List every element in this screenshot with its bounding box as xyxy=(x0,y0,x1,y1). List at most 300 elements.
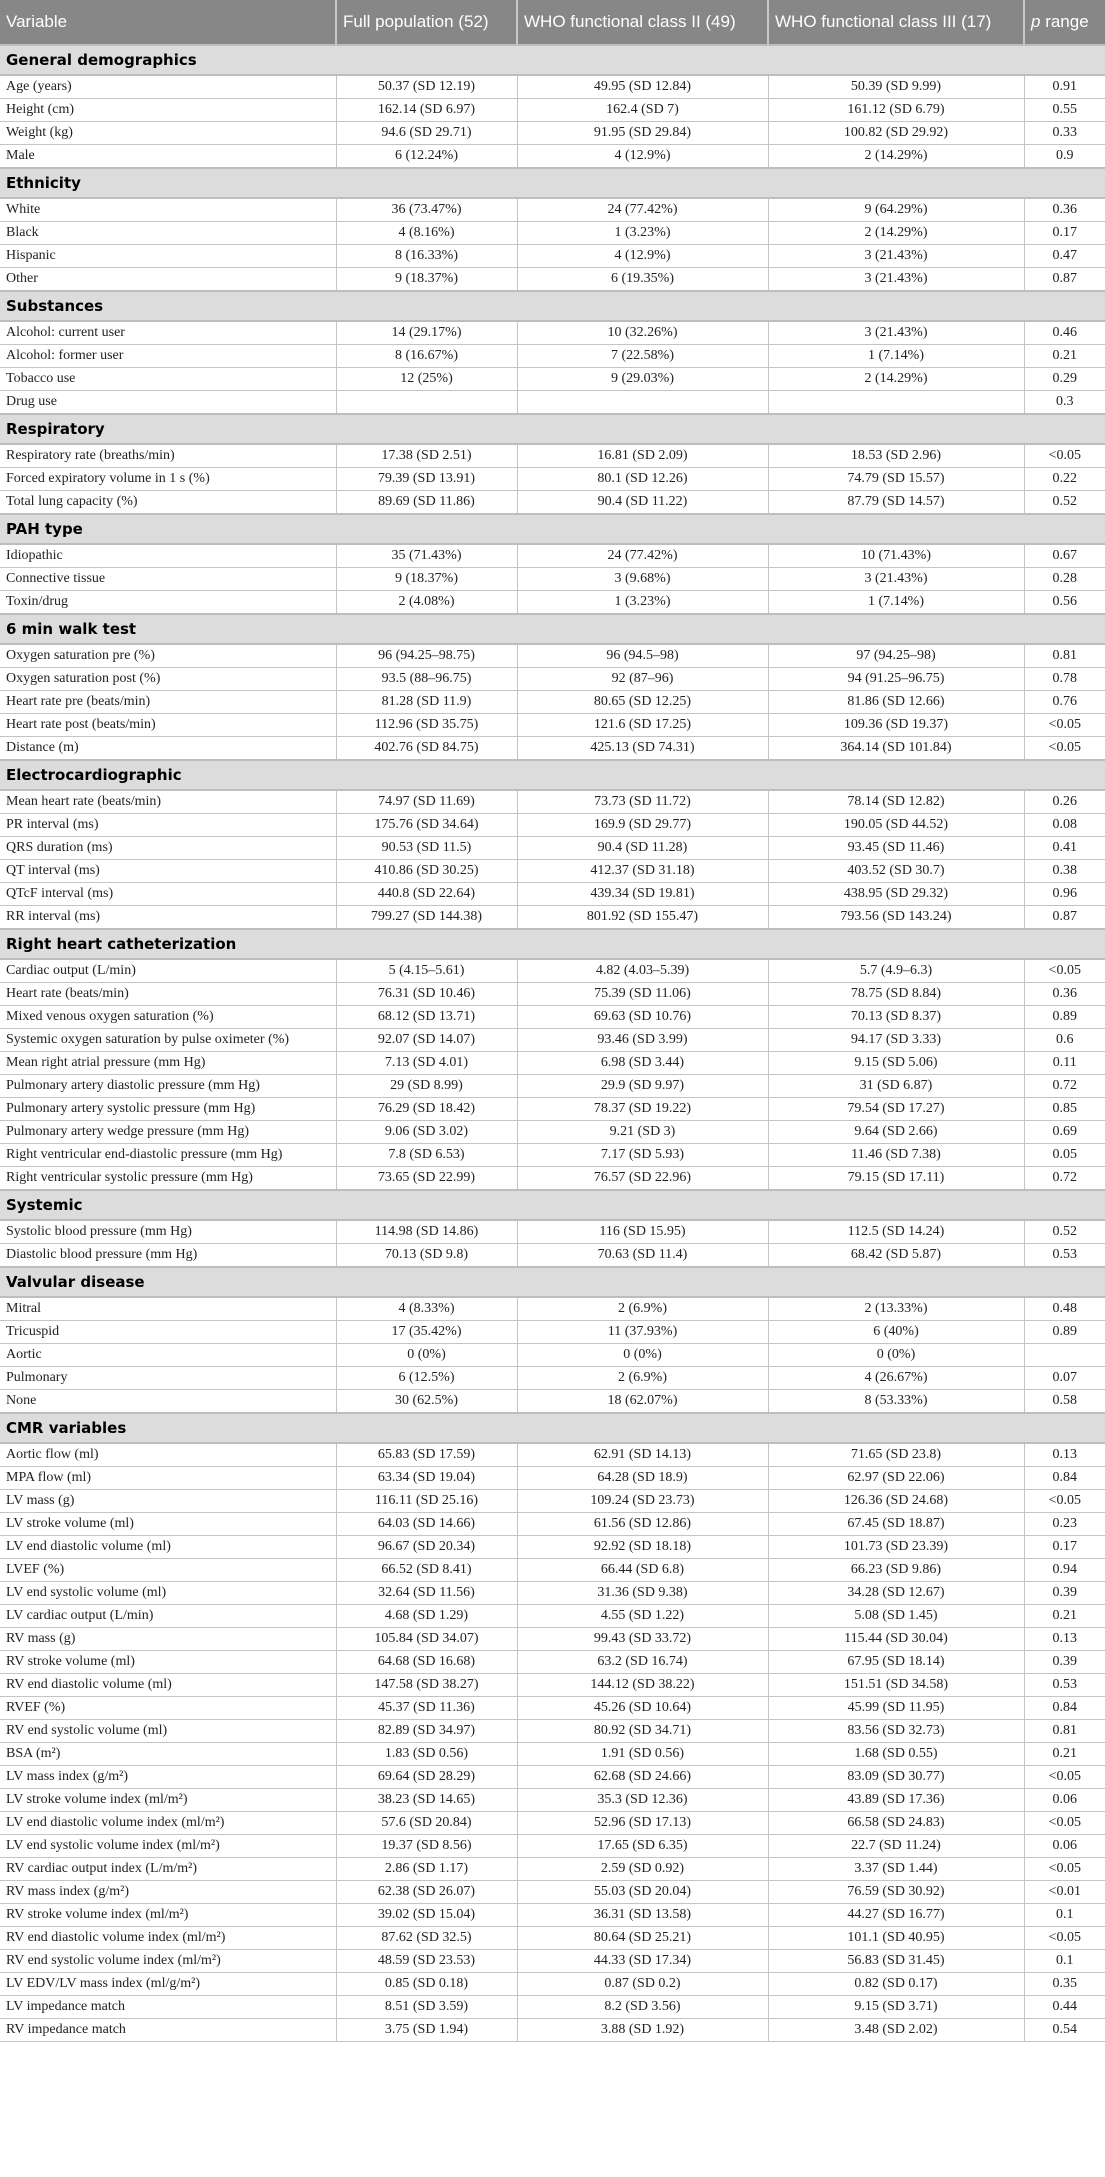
full-population-cell: 0 (0%) xyxy=(336,1344,517,1367)
who-class-iii-cell: 50.39 (SD 9.99) xyxy=(768,75,1024,99)
table-row xyxy=(0,1582,1105,1605)
who-class-ii-cell: 90.4 (SD 11.28) xyxy=(517,837,768,860)
who-class-ii-cell: 9 (29.03%) xyxy=(517,368,768,391)
section-header-row xyxy=(0,614,1105,644)
section-header-row xyxy=(0,929,1105,959)
variable-cell: LV end diastolic volume index (ml/m²) xyxy=(0,1812,336,1835)
p-value-cell: 0.33 xyxy=(1024,122,1105,145)
variable-cell: RV end diastolic volume index (ml/m²) xyxy=(0,1927,336,1950)
full-population-cell xyxy=(336,391,517,415)
who-class-iii-cell: 67.45 (SD 18.87) xyxy=(768,1513,1024,1536)
p-value-cell: 0.41 xyxy=(1024,837,1105,860)
section-title: Respiratory xyxy=(0,414,1105,444)
who-class-ii-cell: 93.46 (SD 3.99) xyxy=(517,1029,768,1052)
who-class-ii-cell: 162.4 (SD 7) xyxy=(517,99,768,122)
table-row xyxy=(0,1006,1105,1029)
who-class-ii-cell: 62.91 (SD 14.13) xyxy=(517,1443,768,1467)
who-class-iii-cell: 94 (91.25–96.75) xyxy=(768,668,1024,691)
full-population-cell: 68.12 (SD 13.71) xyxy=(336,1006,517,1029)
who-class-ii-cell: 52.96 (SD 17.13) xyxy=(517,1812,768,1835)
who-class-ii-cell: 121.6 (SD 17.25) xyxy=(517,714,768,737)
who-class-iii-cell: 5.7 (4.9–6.3) xyxy=(768,959,1024,983)
who-class-iii-cell: 793.56 (SD 143.24) xyxy=(768,906,1024,930)
who-class-iii-cell: 62.97 (SD 22.06) xyxy=(768,1467,1024,1490)
table-row xyxy=(0,1098,1105,1121)
full-population-cell: 65.83 (SD 17.59) xyxy=(336,1443,517,1467)
table-row xyxy=(0,1835,1105,1858)
section-title: 6 min walk test xyxy=(0,614,1105,644)
variable-cell: RR interval (ms) xyxy=(0,906,336,930)
variable-cell: White xyxy=(0,198,336,222)
variable-cell: Alcohol: former user xyxy=(0,345,336,368)
who-class-iii-cell: 3 (21.43%) xyxy=(768,568,1024,591)
table-row xyxy=(0,1144,1105,1167)
section-header-row xyxy=(0,1267,1105,1297)
table-row xyxy=(0,1881,1105,1904)
who-class-ii-cell: 439.34 (SD 19.81) xyxy=(517,883,768,906)
full-population-cell: 63.34 (SD 19.04) xyxy=(336,1467,517,1490)
table-row xyxy=(0,959,1105,983)
table-row xyxy=(0,983,1105,1006)
p-value-cell: 0.91 xyxy=(1024,75,1105,99)
variable-cell: Total lung capacity (%) xyxy=(0,491,336,515)
section-title: Electrocardiographic xyxy=(0,760,1105,790)
header-p: p xyxy=(1031,12,1041,31)
table-row xyxy=(0,245,1105,268)
who-class-iii-cell: 9.15 (SD 3.71) xyxy=(768,1996,1024,2019)
variable-cell: Mixed venous oxygen saturation (%) xyxy=(0,1006,336,1029)
variable-cell: LV cardiac output (L/min) xyxy=(0,1605,336,1628)
variable-cell: QT interval (ms) xyxy=(0,860,336,883)
who-class-iii-cell: 3 (21.43%) xyxy=(768,245,1024,268)
full-population-cell: 402.76 (SD 84.75) xyxy=(336,737,517,761)
variable-cell: Mean heart rate (beats/min) xyxy=(0,790,336,814)
variable-cell: Tricuspid xyxy=(0,1321,336,1344)
who-class-iii-cell: 78.14 (SD 12.82) xyxy=(768,790,1024,814)
who-class-ii-cell: 1 (3.23%) xyxy=(517,591,768,615)
table-row xyxy=(0,1297,1105,1321)
table-row xyxy=(0,714,1105,737)
variable-cell: LV end diastolic volume (ml) xyxy=(0,1536,336,1559)
p-value-cell: 0.67 xyxy=(1024,544,1105,568)
p-value-cell: <0.05 xyxy=(1024,444,1105,468)
who-class-ii-cell: 6.98 (SD 3.44) xyxy=(517,1052,768,1075)
who-class-ii-cell: 91.95 (SD 29.84) xyxy=(517,122,768,145)
full-population-cell: 64.03 (SD 14.66) xyxy=(336,1513,517,1536)
full-population-cell: 162.14 (SD 6.97) xyxy=(336,99,517,122)
who-class-ii-cell: 4.82 (4.03–5.39) xyxy=(517,959,768,983)
p-value-cell: 0.3 xyxy=(1024,391,1105,415)
who-class-iii-cell: 3 (21.43%) xyxy=(768,268,1024,292)
who-class-iii-cell: 78.75 (SD 8.84) xyxy=(768,983,1024,1006)
full-population-cell: 3.75 (SD 1.94) xyxy=(336,2019,517,2042)
table-row xyxy=(0,737,1105,761)
variable-cell: Pulmonary artery wedge pressure (mm Hg) xyxy=(0,1121,336,1144)
who-class-ii-cell: 1 (3.23%) xyxy=(517,222,768,245)
p-value-cell: <0.05 xyxy=(1024,1927,1105,1950)
who-class-ii-cell: 66.44 (SD 6.8) xyxy=(517,1559,768,1582)
who-class-ii-cell: 49.95 (SD 12.84) xyxy=(517,75,768,99)
full-population-cell: 74.97 (SD 11.69) xyxy=(336,790,517,814)
full-population-cell: 73.65 (SD 22.99) xyxy=(336,1167,517,1191)
variable-cell: Drug use xyxy=(0,391,336,415)
who-class-iii-cell: 83.56 (SD 32.73) xyxy=(768,1720,1024,1743)
table-row xyxy=(0,1766,1105,1789)
who-class-iii-cell: 68.42 (SD 5.87) xyxy=(768,1244,1024,1268)
full-population-cell: 66.52 (SD 8.41) xyxy=(336,1559,517,1582)
table-row xyxy=(0,1720,1105,1743)
who-class-ii-cell: 16.81 (SD 2.09) xyxy=(517,444,768,468)
who-class-ii-cell: 44.33 (SD 17.34) xyxy=(517,1950,768,1973)
who-class-ii-cell: 24 (77.42%) xyxy=(517,198,768,222)
variable-cell: RVEF (%) xyxy=(0,1697,336,1720)
full-population-cell: 62.38 (SD 26.07) xyxy=(336,1881,517,1904)
variable-cell: LV mass index (g/m²) xyxy=(0,1766,336,1789)
who-class-ii-cell: 4.55 (SD 1.22) xyxy=(517,1605,768,1628)
table-row xyxy=(0,444,1105,468)
variable-cell: Systolic blood pressure (mm Hg) xyxy=(0,1220,336,1244)
who-class-iii-cell: 3 (21.43%) xyxy=(768,321,1024,345)
who-class-iii-cell: 18.53 (SD 2.96) xyxy=(768,444,1024,468)
who-class-ii-cell: 70.63 (SD 11.4) xyxy=(517,1244,768,1268)
full-population-cell: 76.29 (SD 18.42) xyxy=(336,1098,517,1121)
variable-cell: Pulmonary artery systolic pressure (mm Hg) xyxy=(0,1098,336,1121)
who-class-ii-cell: 17.65 (SD 6.35) xyxy=(517,1835,768,1858)
full-population-cell: 45.37 (SD 11.36) xyxy=(336,1697,517,1720)
who-class-iii-cell: 5.08 (SD 1.45) xyxy=(768,1605,1024,1628)
table-row xyxy=(0,1904,1105,1927)
p-value-cell: 0.81 xyxy=(1024,644,1105,668)
table-row xyxy=(0,860,1105,883)
p-value-cell: <0.05 xyxy=(1024,1812,1105,1835)
who-class-ii-cell: 80.65 (SD 12.25) xyxy=(517,691,768,714)
full-population-cell: 112.96 (SD 35.75) xyxy=(336,714,517,737)
table-row xyxy=(0,1321,1105,1344)
p-value-cell: 0.53 xyxy=(1024,1674,1105,1697)
who-class-ii-cell: 31.36 (SD 9.38) xyxy=(517,1582,768,1605)
full-population-cell: 69.64 (SD 28.29) xyxy=(336,1766,517,1789)
full-population-cell: 8 (16.33%) xyxy=(336,245,517,268)
p-value-cell: 0.13 xyxy=(1024,1443,1105,1467)
p-value-cell: 0.76 xyxy=(1024,691,1105,714)
p-value-cell: 0.13 xyxy=(1024,1628,1105,1651)
full-population-cell: 8 (16.67%) xyxy=(336,345,517,368)
who-class-iii-cell: 6 (40%) xyxy=(768,1321,1024,1344)
who-class-iii-cell: 2 (14.29%) xyxy=(768,368,1024,391)
who-class-iii-cell: 9 (64.29%) xyxy=(768,198,1024,222)
full-population-cell: 9 (18.37%) xyxy=(336,268,517,292)
who-class-ii-cell: 1.91 (SD 0.56) xyxy=(517,1743,768,1766)
full-population-cell: 93.5 (88–96.75) xyxy=(336,668,517,691)
variable-cell: Mitral xyxy=(0,1297,336,1321)
who-class-iii-cell: 74.79 (SD 15.57) xyxy=(768,468,1024,491)
full-population-cell: 5 (4.15–5.61) xyxy=(336,959,517,983)
p-value-cell: 0.81 xyxy=(1024,1720,1105,1743)
section-title: CMR variables xyxy=(0,1413,1105,1443)
table-row xyxy=(0,1244,1105,1268)
who-class-ii-cell: 2.59 (SD 0.92) xyxy=(517,1858,768,1881)
p-value-cell: 0.21 xyxy=(1024,1605,1105,1628)
p-value-cell: 0.52 xyxy=(1024,1220,1105,1244)
full-population-cell: 94.6 (SD 29.71) xyxy=(336,122,517,145)
p-value-cell: 0.29 xyxy=(1024,368,1105,391)
full-population-cell: 35 (71.43%) xyxy=(336,544,517,568)
full-population-cell: 12 (25%) xyxy=(336,368,517,391)
variable-cell: RV impedance match xyxy=(0,2019,336,2042)
table-row xyxy=(0,837,1105,860)
table-row xyxy=(0,1075,1105,1098)
table-row xyxy=(0,391,1105,415)
table-row xyxy=(0,222,1105,245)
p-value-cell xyxy=(1024,1344,1105,1367)
variable-cell: RV cardiac output index (L/m/m²) xyxy=(0,1858,336,1881)
section-title: PAH type xyxy=(0,514,1105,544)
who-class-ii-cell: 99.43 (SD 33.72) xyxy=(517,1628,768,1651)
variable-cell: Heart rate (beats/min) xyxy=(0,983,336,1006)
who-class-iii-cell: 190.05 (SD 44.52) xyxy=(768,814,1024,837)
who-class-ii-cell: 64.28 (SD 18.9) xyxy=(517,1467,768,1490)
p-value-cell: <0.05 xyxy=(1024,959,1105,983)
p-value-cell: 0.07 xyxy=(1024,1367,1105,1390)
table-body xyxy=(0,45,1105,2042)
table-row xyxy=(0,1490,1105,1513)
who-class-iii-cell: 438.95 (SD 29.32) xyxy=(768,883,1024,906)
who-class-ii-cell: 69.63 (SD 10.76) xyxy=(517,1006,768,1029)
p-value-cell: 0.84 xyxy=(1024,1467,1105,1490)
p-value-cell: 0.87 xyxy=(1024,906,1105,930)
who-class-iii-cell: 2 (14.29%) xyxy=(768,145,1024,169)
table-row xyxy=(0,1973,1105,1996)
variable-cell: Hispanic xyxy=(0,245,336,268)
p-value-cell: 0.05 xyxy=(1024,1144,1105,1167)
full-population-cell: 0.85 (SD 0.18) xyxy=(336,1973,517,1996)
who-class-ii-cell: 92 (87–96) xyxy=(517,668,768,691)
full-population-cell: 17 (35.42%) xyxy=(336,1321,517,1344)
table-row xyxy=(0,1390,1105,1414)
who-class-ii-cell: 55.03 (SD 20.04) xyxy=(517,1881,768,1904)
table-row xyxy=(0,790,1105,814)
section-header-row xyxy=(0,414,1105,444)
full-population-cell: 96 (94.25–98.75) xyxy=(336,644,517,668)
variable-cell: PR interval (ms) xyxy=(0,814,336,837)
table-row xyxy=(0,883,1105,906)
who-class-iii-cell: 2 (13.33%) xyxy=(768,1297,1024,1321)
p-value-cell: <0.05 xyxy=(1024,737,1105,761)
section-title: Substances xyxy=(0,291,1105,321)
table-row xyxy=(0,1605,1105,1628)
who-class-ii-cell: 4 (12.9%) xyxy=(517,145,768,169)
full-population-cell: 76.31 (SD 10.46) xyxy=(336,983,517,1006)
table-row xyxy=(0,591,1105,615)
who-class-iii-cell: 151.51 (SD 34.58) xyxy=(768,1674,1024,1697)
full-population-cell: 440.8 (SD 22.64) xyxy=(336,883,517,906)
p-value-cell: 0.06 xyxy=(1024,1789,1105,1812)
who-class-iii-cell: 44.27 (SD 16.77) xyxy=(768,1904,1024,1927)
full-population-cell: 48.59 (SD 23.53) xyxy=(336,1950,517,1973)
variable-cell: LV EDV/LV mass index (ml/g/m²) xyxy=(0,1973,336,1996)
who-class-ii-cell: 7.17 (SD 5.93) xyxy=(517,1144,768,1167)
variable-cell: RV end systolic volume (ml) xyxy=(0,1720,336,1743)
full-population-cell: 147.58 (SD 38.27) xyxy=(336,1674,517,1697)
table-row xyxy=(0,1743,1105,1766)
who-class-ii-cell: 80.64 (SD 25.21) xyxy=(517,1927,768,1950)
variable-cell: LV end systolic volume index (ml/m²) xyxy=(0,1835,336,1858)
who-class-ii-cell: 36.31 (SD 13.58) xyxy=(517,1904,768,1927)
who-class-iii-cell: 45.99 (SD 11.95) xyxy=(768,1697,1024,1720)
who-class-iii-cell: 87.79 (SD 14.57) xyxy=(768,491,1024,515)
section-title: General demographics xyxy=(0,45,1105,75)
variable-cell: Respiratory rate (breaths/min) xyxy=(0,444,336,468)
table-row xyxy=(0,1697,1105,1720)
p-value-cell: 0.89 xyxy=(1024,1006,1105,1029)
table-row xyxy=(0,122,1105,145)
who-class-iii-cell: 34.28 (SD 12.67) xyxy=(768,1582,1024,1605)
variable-cell: Heart rate post (beats/min) xyxy=(0,714,336,737)
who-class-ii-cell: 80.92 (SD 34.71) xyxy=(517,1720,768,1743)
who-class-ii-cell: 2 (6.9%) xyxy=(517,1297,768,1321)
who-class-iii-cell: 70.13 (SD 8.37) xyxy=(768,1006,1024,1029)
who-class-iii-cell: 22.7 (SD 11.24) xyxy=(768,1835,1024,1858)
p-value-cell: <0.05 xyxy=(1024,1766,1105,1789)
full-population-cell: 32.64 (SD 11.56) xyxy=(336,1582,517,1605)
variable-cell: Male xyxy=(0,145,336,169)
who-class-iii-cell: 100.82 (SD 29.92) xyxy=(768,122,1024,145)
p-value-cell: 0.17 xyxy=(1024,222,1105,245)
who-class-ii-cell: 75.39 (SD 11.06) xyxy=(517,983,768,1006)
header-range: range xyxy=(1040,12,1089,31)
p-value-cell: 0.9 xyxy=(1024,145,1105,169)
who-class-ii-cell: 0 (0%) xyxy=(517,1344,768,1367)
who-class-iii-cell: 364.14 (SD 101.84) xyxy=(768,737,1024,761)
p-value-cell: 0.6 xyxy=(1024,1029,1105,1052)
who-class-ii-cell: 92.92 (SD 18.18) xyxy=(517,1536,768,1559)
full-population-cell: 105.84 (SD 34.07) xyxy=(336,1628,517,1651)
who-class-iii-cell: 101.73 (SD 23.39) xyxy=(768,1536,1024,1559)
who-class-ii-cell: 24 (77.42%) xyxy=(517,544,768,568)
full-population-cell: 175.76 (SD 34.64) xyxy=(336,814,517,837)
table-row xyxy=(0,1536,1105,1559)
p-value-cell: 0.84 xyxy=(1024,1697,1105,1720)
table-row xyxy=(0,1674,1105,1697)
who-class-iii-cell: 10 (71.43%) xyxy=(768,544,1024,568)
variable-cell: Aortic xyxy=(0,1344,336,1367)
variable-cell: Right ventricular end-diastolic pressure (mm Hg) xyxy=(0,1144,336,1167)
table-row xyxy=(0,1344,1105,1367)
table-row xyxy=(0,1559,1105,1582)
p-value-cell: <0.05 xyxy=(1024,1858,1105,1881)
who-class-iii-cell: 97 (94.25–98) xyxy=(768,644,1024,668)
table-row xyxy=(0,321,1105,345)
who-class-iii-cell: 2 (14.29%) xyxy=(768,222,1024,245)
variable-cell: Cardiac output (L/min) xyxy=(0,959,336,983)
who-class-iii-cell: 4 (26.67%) xyxy=(768,1367,1024,1390)
who-class-ii-cell: 0.87 (SD 0.2) xyxy=(517,1973,768,1996)
full-population-cell: 6 (12.24%) xyxy=(336,145,517,169)
who-class-ii-cell: 116 (SD 15.95) xyxy=(517,1220,768,1244)
variable-cell: LV end systolic volume (ml) xyxy=(0,1582,336,1605)
section-title: Valvular disease xyxy=(0,1267,1105,1297)
variable-cell: Tobacco use xyxy=(0,368,336,391)
who-class-iii-cell: 94.17 (SD 3.33) xyxy=(768,1029,1024,1052)
who-class-iii-cell: 9.64 (SD 2.66) xyxy=(768,1121,1024,1144)
full-population-cell: 50.37 (SD 12.19) xyxy=(336,75,517,99)
who-class-ii-cell: 80.1 (SD 12.26) xyxy=(517,468,768,491)
table-header-row xyxy=(0,0,1105,45)
full-population-cell: 17.38 (SD 2.51) xyxy=(336,444,517,468)
who-class-iii-cell: 9.15 (SD 5.06) xyxy=(768,1052,1024,1075)
who-class-iii-cell: 56.83 (SD 31.45) xyxy=(768,1950,1024,1973)
who-class-ii-cell: 4 (12.9%) xyxy=(517,245,768,268)
p-value-cell: 0.28 xyxy=(1024,568,1105,591)
section-title: Systemic xyxy=(0,1190,1105,1220)
variable-cell: Aortic flow (ml) xyxy=(0,1443,336,1467)
full-population-cell: 9.06 (SD 3.02) xyxy=(336,1121,517,1144)
who-class-ii-cell: 96 (94.5–98) xyxy=(517,644,768,668)
section-header-row xyxy=(0,45,1105,75)
full-population-cell: 36 (73.47%) xyxy=(336,198,517,222)
full-population-cell: 4.68 (SD 1.29) xyxy=(336,1605,517,1628)
p-value-cell: 0.85 xyxy=(1024,1098,1105,1121)
who-class-iii-cell: 11.46 (SD 7.38) xyxy=(768,1144,1024,1167)
table-row xyxy=(0,544,1105,568)
variable-cell: RV stroke volume index (ml/m²) xyxy=(0,1904,336,1927)
who-class-ii-cell: 425.13 (SD 74.31) xyxy=(517,737,768,761)
variable-cell: RV stroke volume (ml) xyxy=(0,1651,336,1674)
section-header-row xyxy=(0,760,1105,790)
who-class-ii-cell: 62.68 (SD 24.66) xyxy=(517,1766,768,1789)
table-row xyxy=(0,568,1105,591)
full-population-cell: 30 (62.5%) xyxy=(336,1390,517,1414)
who-class-ii-cell: 78.37 (SD 19.22) xyxy=(517,1098,768,1121)
who-class-iii-cell: 101.1 (SD 40.95) xyxy=(768,1927,1024,1950)
p-value-cell: 0.21 xyxy=(1024,1743,1105,1766)
full-population-cell: 2 (4.08%) xyxy=(336,591,517,615)
p-value-cell: 0.54 xyxy=(1024,2019,1105,2042)
section-header-row xyxy=(0,168,1105,198)
full-population-cell: 70.13 (SD 9.8) xyxy=(336,1244,517,1268)
who-class-iii-cell: 71.65 (SD 23.8) xyxy=(768,1443,1024,1467)
who-class-ii-cell: 6 (19.35%) xyxy=(517,268,768,292)
who-class-ii-cell: 109.24 (SD 23.73) xyxy=(517,1490,768,1513)
who-class-iii-cell: 109.36 (SD 19.37) xyxy=(768,714,1024,737)
full-population-cell: 89.69 (SD 11.86) xyxy=(336,491,517,515)
who-class-iii-cell: 115.44 (SD 30.04) xyxy=(768,1628,1024,1651)
variable-cell: Toxin/drug xyxy=(0,591,336,615)
table-row xyxy=(0,1950,1105,1973)
p-value-cell: 0.08 xyxy=(1024,814,1105,837)
who-class-ii-cell: 169.9 (SD 29.77) xyxy=(517,814,768,837)
p-value-cell: 0.17 xyxy=(1024,1536,1105,1559)
table-row xyxy=(0,468,1105,491)
who-class-ii-cell: 90.4 (SD 11.22) xyxy=(517,491,768,515)
variable-cell: Other xyxy=(0,268,336,292)
variable-cell: LV mass (g) xyxy=(0,1490,336,1513)
table-row xyxy=(0,268,1105,292)
who-class-ii-cell: 11 (37.93%) xyxy=(517,1321,768,1344)
who-class-iii-cell: 126.36 (SD 24.68) xyxy=(768,1490,1024,1513)
who-class-iii-cell: 3.37 (SD 1.44) xyxy=(768,1858,1024,1881)
who-class-iii-cell: 67.95 (SD 18.14) xyxy=(768,1651,1024,1674)
table-row xyxy=(0,145,1105,169)
who-class-iii-cell: 1.68 (SD 0.55) xyxy=(768,1743,1024,1766)
who-class-iii-cell: 112.5 (SD 14.24) xyxy=(768,1220,1024,1244)
variable-cell: Idiopathic xyxy=(0,544,336,568)
p-value-cell: 0.55 xyxy=(1024,99,1105,122)
p-value-cell: 0.39 xyxy=(1024,1651,1105,1674)
who-class-iii-cell: 3.48 (SD 2.02) xyxy=(768,2019,1024,2042)
variable-cell: Height (cm) xyxy=(0,99,336,122)
section-header-row xyxy=(0,514,1105,544)
